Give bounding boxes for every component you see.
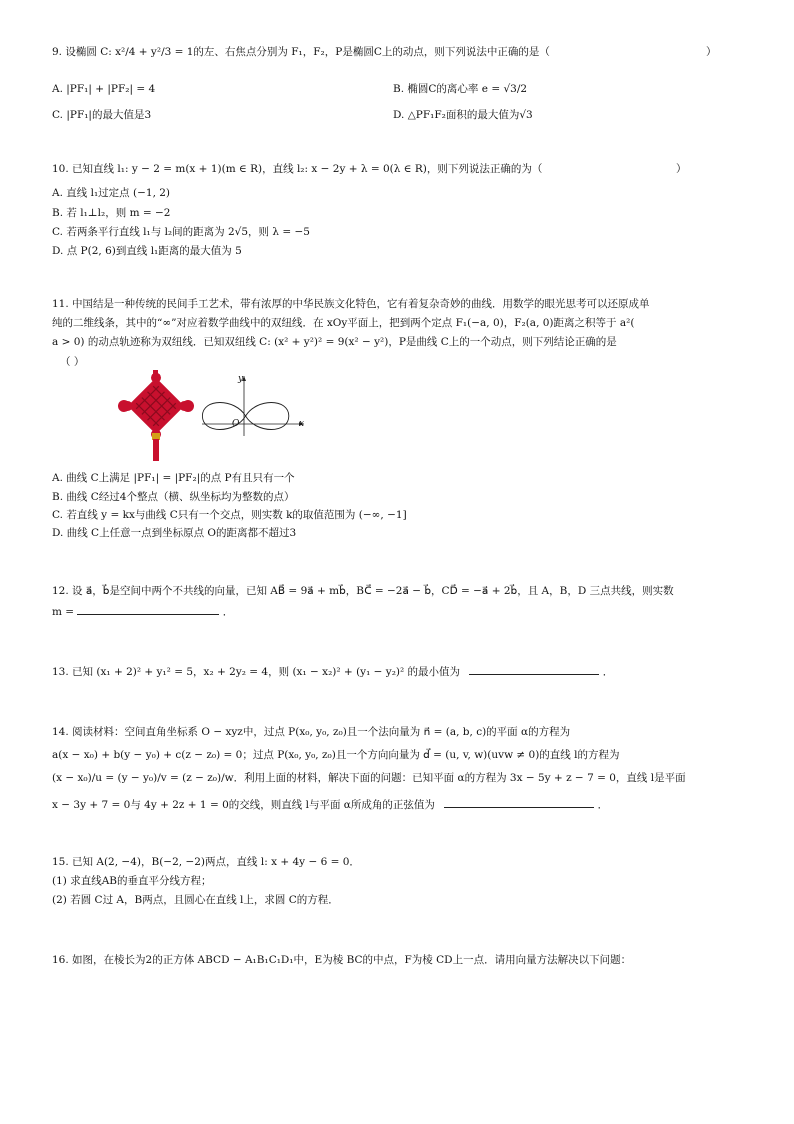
q9-paren-close: ）	[706, 46, 717, 58]
q9-stem: 9. 设椭圆 C: x²/4 + y²/3 = 1的左、右焦点分别为 F₁，F₂，P是椭圆C上的动点，则下列说法中正确的是（	[52, 46, 550, 58]
q11-option-a: A. 曲线 C上满足 |PF₁| = |PF₂|的点 P有且只有一个	[52, 472, 295, 484]
q14-line3: (x − x₀)/u = (y − y₀)/v = (z − z₀)/w．利用上面的材料，解决下面的问题：已知平面 α的方程为 3x − 5y + z − 7 = 0，直线 l是平面	[52, 772, 686, 784]
q9-option-b: B. 椭圆C的离心率 e = √3/2	[393, 83, 528, 95]
q12-answer-blank[interactable]	[77, 604, 219, 615]
q9-option-c: C. |PF₁|的最大值是3	[52, 109, 152, 121]
q11-line3: a > 0) 的动点轨迹称为双纽线．已知双纽线 C: (x² + y²)² = 9(x² − y²)，P是曲线 C上的一个动点，则下列结论正确的是	[52, 336, 617, 348]
graph-origin-label: O	[232, 419, 240, 429]
q15-part2: (2) 若圆 C过 A，B两点，且圆心在直线 l上，求圆 C的方程．	[52, 894, 339, 906]
q12-line1: 12. 设 a⃗，b⃗是空间中两个不共线的向量，已知 AB⃗ = 9a⃗ + mb⃗，BC⃗ = −2a⃗ − b⃗，CD⃗ = −a⃗ + 2b⃗，且 A，B，D 三点共线，则实数	[52, 585, 674, 597]
q10-option-d: D. 点 P(2, 6)到直线 l₁距离的最大值为 5	[52, 245, 242, 257]
q14-answer-blank[interactable]	[444, 797, 594, 808]
q13-text: 13. 已知 (x₁ + 2)² + y₁² = 5，x₂ + 2y₂ = 4，则 (x₁ − x₂)² + (y₁ − y₂)² 的最小值为	[52, 666, 461, 678]
q10-option-b: B. 若 l₁⊥l₂，则 m = −2	[52, 207, 171, 219]
q9-option-a: A. |PF₁| + |PF₂| = 4	[52, 83, 156, 95]
q16-line1: 16. 如图，在棱长为2的正方体 ABCD − A₁B₁C₁D₁中，E为棱 BC的中点，F为棱 CD上一点．请用向量方法解决以下问题：	[52, 954, 632, 966]
lemniscate-graph	[200, 372, 310, 438]
q11-answer-paren: （ ）	[60, 356, 85, 368]
q14-line2: a(x − x₀) + b(y − y₀) + c(z − z₀) = 0；过点 P(x₀, y₀, z₀)且一个方向向量为 d⃗ = (u, v, w)(uvw ≠ 0)的直线 l的方程为	[52, 749, 620, 761]
q12-period: ．	[222, 606, 234, 618]
graph-y-label: y	[238, 374, 244, 384]
q12-line2	[52, 604, 233, 619]
graph-x-label: x	[299, 419, 305, 429]
q11-option-c: C. 若直线 y = kx与曲线 C只有一个交点，则实数 k的取值范围为 (−∞, −1]	[52, 509, 407, 521]
q11-option-d: D. 曲线 C上任意一点到坐标原点 O的距离都不超过3	[52, 527, 297, 539]
q12-m-label: m =	[52, 606, 75, 618]
q15-line1: 15. 已知 A(2, −4)，B(−2, −2)两点，直线 l: x + 4y − 6 = 0．	[52, 856, 360, 868]
q11-option-b: B. 曲线 C经过4个整点（横、纵坐标均为整数的点）	[52, 491, 295, 503]
q15-part1: (1) 求直线AB的垂直平分线方程；	[52, 875, 212, 887]
q14-period: ．	[597, 799, 609, 811]
lemniscate-curve	[202, 403, 288, 430]
q13-line	[52, 664, 613, 679]
q13-period: ．	[602, 666, 614, 678]
q10-option-a: A. 直线 l₁过定点 (−1, 2)	[52, 187, 171, 199]
chinese-knot-image	[112, 370, 200, 462]
q11-line2: 纯的二维线条，其中的“∞”对应着数学曲线中的双纽线．在 xOy平面上，把到两个定点 F₁(−a, 0)，F₂(a, 0)距离之积等于 a²(	[52, 317, 635, 329]
q14-line1: 14. 阅读材料：空间直角坐标系 O − xyz中，过点 P(x₀, y₀, z₀)且一个法向量为 n⃗ = (a, b, c)的平面 α的方程为	[52, 726, 571, 738]
q14-text: x − 3y + 7 = 0与 4y + 2z + 1 = 0的交线，则直线 l与平面 α所成角的正弦值为	[52, 799, 435, 811]
q13-answer-blank[interactable]	[469, 664, 599, 675]
q10-option-c: C. 若两条平行直线 l₁与 l₂间的距离为 2√5，则 λ = −5	[52, 226, 310, 238]
q9-option-d: D. △PF₁F₂面积的最大值为√3	[393, 109, 533, 121]
q14-line4	[52, 797, 608, 812]
q11-line1: 11. 中国结是一种传统的民间手工艺术，带有浓厚的中华民族文化特色，它有着复杂奇妙的曲线．用数学的眼光思考可以还原成单	[52, 298, 650, 310]
q10-stem: 10. 已知直线 l₁: y − 2 = m(x + 1)(m ∈ R)，直线 l₂: x − 2y + λ = 0(λ ∈ R)，则下列说法正确的为（	[52, 163, 543, 175]
q10-paren-close: ）	[676, 163, 687, 175]
